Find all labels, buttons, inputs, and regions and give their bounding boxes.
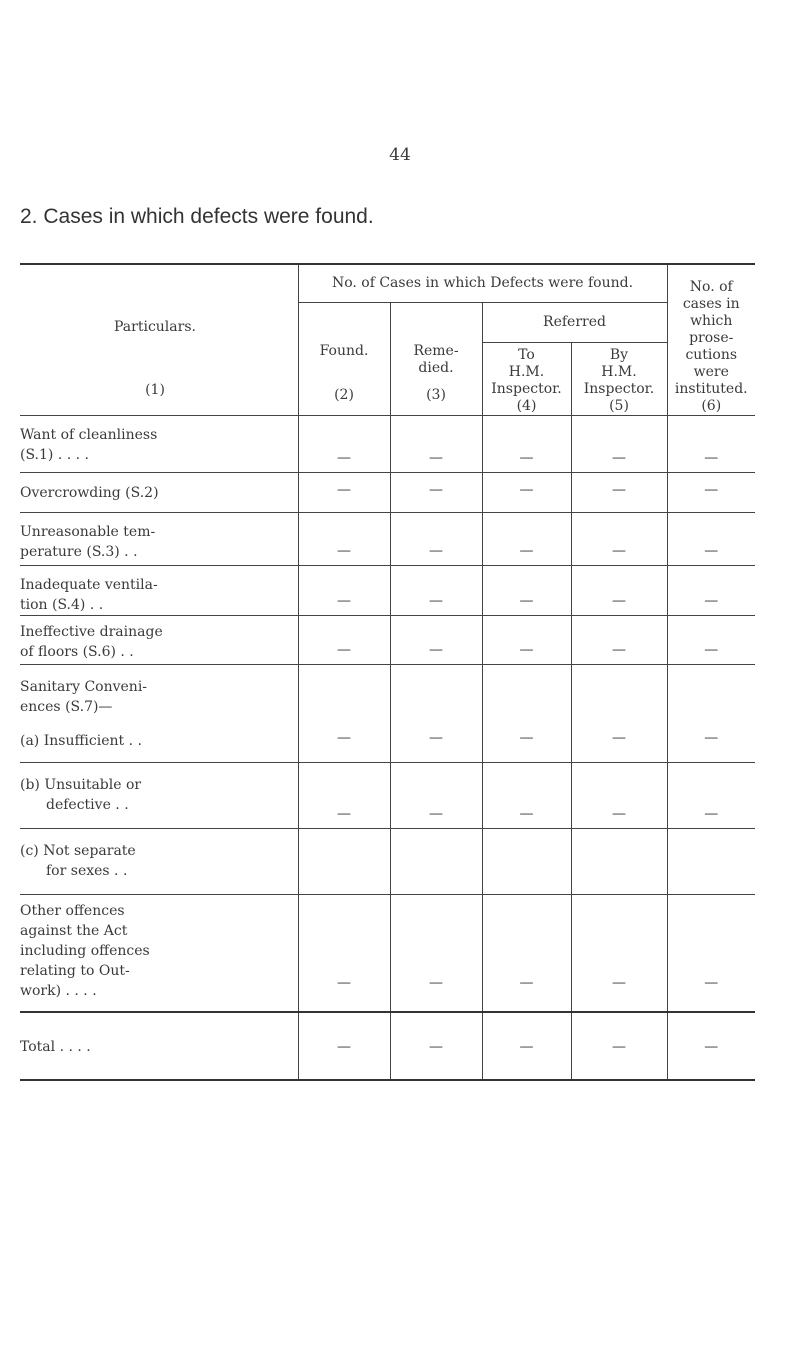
- cell-by-inspector: —: [571, 416, 667, 473]
- header-col4-num: (4): [516, 398, 537, 414]
- header-referred-label: Referred: [543, 313, 606, 330]
- header-col4-line1: To: [518, 347, 535, 363]
- header-remedied: [390, 302, 482, 416]
- cell-by-inspector: —: [571, 763, 667, 829]
- cell-by-inspector: —: [571, 616, 667, 665]
- cell-prosecutions: —: [667, 513, 755, 566]
- cell-by-inspector: —: [571, 473, 667, 513]
- cell-to-inspector: —: [482, 1012, 571, 1080]
- cell-remedied: —: [390, 473, 482, 513]
- cell-to-inspector: —: [482, 665, 571, 763]
- row-label-line: relating to Out-: [20, 963, 130, 979]
- row-label: [20, 513, 298, 566]
- header-to-inspector: [482, 343, 571, 416]
- table-row: [20, 829, 755, 895]
- cell-found: —: [298, 1012, 390, 1080]
- row-label-line: defective . .: [46, 797, 129, 813]
- cell-by-inspector: —: [571, 895, 667, 1012]
- table-row: [20, 895, 755, 1012]
- row-label: [20, 416, 298, 473]
- header-remedied-line1: Reme-: [413, 342, 459, 359]
- header-col6-line7: instituted.: [674, 381, 748, 397]
- cell-prosecutions: —: [667, 473, 755, 513]
- header-remedied-line2: died.: [418, 359, 454, 376]
- cell-prosecutions: —: [667, 616, 755, 665]
- header-referred: [482, 302, 667, 343]
- cell-remedied: —: [390, 616, 482, 665]
- table-row: [20, 473, 755, 513]
- header-particulars-num: (1): [145, 382, 165, 398]
- header-by-inspector: [571, 343, 667, 416]
- table-row: [20, 616, 755, 665]
- row-label-line: Ineffective drainage: [20, 624, 163, 640]
- cell-to-inspector: —: [482, 416, 571, 473]
- table-row: [20, 665, 755, 763]
- row-label: [20, 473, 298, 513]
- row-label-line: of floors (S.6) . .: [20, 644, 134, 660]
- cell-prosecutions: —: [667, 566, 755, 616]
- cell-to-inspector: —: [482, 473, 571, 513]
- row-label-line: Want of cleanliness: [20, 427, 158, 443]
- cell-remedied: —: [390, 665, 482, 763]
- cell-to-inspector: —: [482, 763, 571, 829]
- cell-remedied: —: [390, 513, 482, 566]
- header-group: [298, 264, 667, 302]
- cell-prosecutions: [667, 829, 755, 895]
- cell-found: —: [298, 616, 390, 665]
- row-label-line: perature (S.3) . .: [20, 544, 138, 560]
- row-label-line: (c) Not separate: [20, 843, 136, 859]
- row-label-line: Unreasonable tem-: [20, 524, 156, 540]
- header-col5-line1: By: [609, 347, 629, 363]
- cell-remedied: [390, 829, 482, 895]
- cell-to-inspector: —: [482, 895, 571, 1012]
- row-label-line: Overcrowding (S.2): [20, 484, 159, 501]
- cell-by-inspector: —: [571, 665, 667, 763]
- cell-found: —: [298, 416, 390, 473]
- header-found-num: (2): [334, 386, 354, 403]
- row-label-line: Sanitary Conveni-: [20, 679, 148, 695]
- header-col6-line6: were: [693, 364, 729, 380]
- cell-found: —: [298, 473, 390, 513]
- row-label: [20, 1012, 298, 1080]
- header-col6-line3: which: [690, 313, 733, 329]
- cell-by-inspector: [571, 829, 667, 895]
- defects-table: [20, 263, 755, 1081]
- cell-prosecutions: —: [667, 1012, 755, 1080]
- row-label: [20, 566, 298, 616]
- cell-to-inspector: [482, 829, 571, 895]
- header-col6-num: (6): [701, 398, 722, 414]
- row-label-line: for sexes . .: [46, 863, 128, 879]
- row-label-line: Total . . . .: [20, 1038, 91, 1055]
- row-label-line: (a) Insufficient . .: [20, 733, 142, 749]
- header-col5-num: (5): [609, 398, 629, 414]
- cell-by-inspector: —: [571, 513, 667, 566]
- cell-prosecutions: —: [667, 665, 755, 763]
- cell-prosecutions: —: [667, 416, 755, 473]
- cell-found: —: [298, 895, 390, 1012]
- cell-prosecutions: —: [667, 895, 755, 1012]
- row-label-line: Inadequate ventila-: [20, 577, 158, 593]
- row-label: [20, 895, 298, 1012]
- header-prosecutions: [667, 264, 755, 416]
- section-title: 2. Cases in which defects were found.: [20, 205, 374, 228]
- cell-remedied: —: [390, 1012, 482, 1080]
- header-col5-line2: H.M.: [601, 364, 637, 380]
- header-particulars-label: Particulars.: [114, 319, 196, 335]
- row-label-line: tion (S.4) . .: [20, 597, 104, 613]
- table-row: [20, 513, 755, 566]
- row-label-line: work) . . . .: [20, 983, 97, 999]
- header-col4-line3: Inspector.: [491, 381, 562, 397]
- cell-prosecutions: —: [667, 763, 755, 829]
- header-col6-line5: cutions: [685, 347, 738, 363]
- row-label-line: (S.1) . . . .: [20, 447, 89, 463]
- header-particulars: [20, 264, 298, 416]
- row-label: [20, 763, 298, 829]
- header-group-label: No. of Cases in which Defects were found.: [331, 274, 634, 291]
- row-label: [20, 829, 298, 895]
- page-number: 44: [389, 145, 411, 165]
- header-found-label: Found.: [319, 342, 369, 359]
- header-remedied-num: (3): [426, 386, 446, 403]
- table-row: [20, 416, 755, 473]
- cell-remedied: —: [390, 763, 482, 829]
- table-row: [20, 566, 755, 616]
- cell-to-inspector: —: [482, 513, 571, 566]
- header-col6-line2: cases in: [682, 296, 740, 312]
- row-label-line: Other offences: [20, 903, 125, 919]
- cell-by-inspector: —: [571, 1012, 667, 1080]
- header-col6-line4: prose-: [689, 330, 734, 346]
- row-label-line: ences (S.7)—: [20, 699, 113, 715]
- table-row: [20, 763, 755, 829]
- row-label-line: against the Act: [20, 923, 128, 939]
- cell-to-inspector: —: [482, 566, 571, 616]
- header-found: [298, 302, 390, 416]
- table-row-total: [20, 1012, 755, 1080]
- cell-found: —: [298, 566, 390, 616]
- header-col4-line2: H.M.: [508, 364, 545, 380]
- header-col5-line3: Inspector.: [583, 381, 655, 397]
- cell-remedied: —: [390, 416, 482, 473]
- row-label: [20, 665, 298, 763]
- header-col6-line1: No. of: [689, 279, 733, 295]
- row-label-line: including offences: [20, 943, 150, 959]
- cell-found: —: [298, 513, 390, 566]
- cell-found: —: [298, 763, 390, 829]
- cell-remedied: —: [390, 895, 482, 1012]
- row-label: [20, 616, 298, 665]
- cell-by-inspector: —: [571, 566, 667, 616]
- cell-found: [298, 829, 390, 895]
- cell-found: —: [298, 665, 390, 763]
- cell-remedied: —: [390, 566, 482, 616]
- cell-to-inspector: —: [482, 616, 571, 665]
- row-label-line: (b) Unsuitable or: [20, 777, 142, 793]
